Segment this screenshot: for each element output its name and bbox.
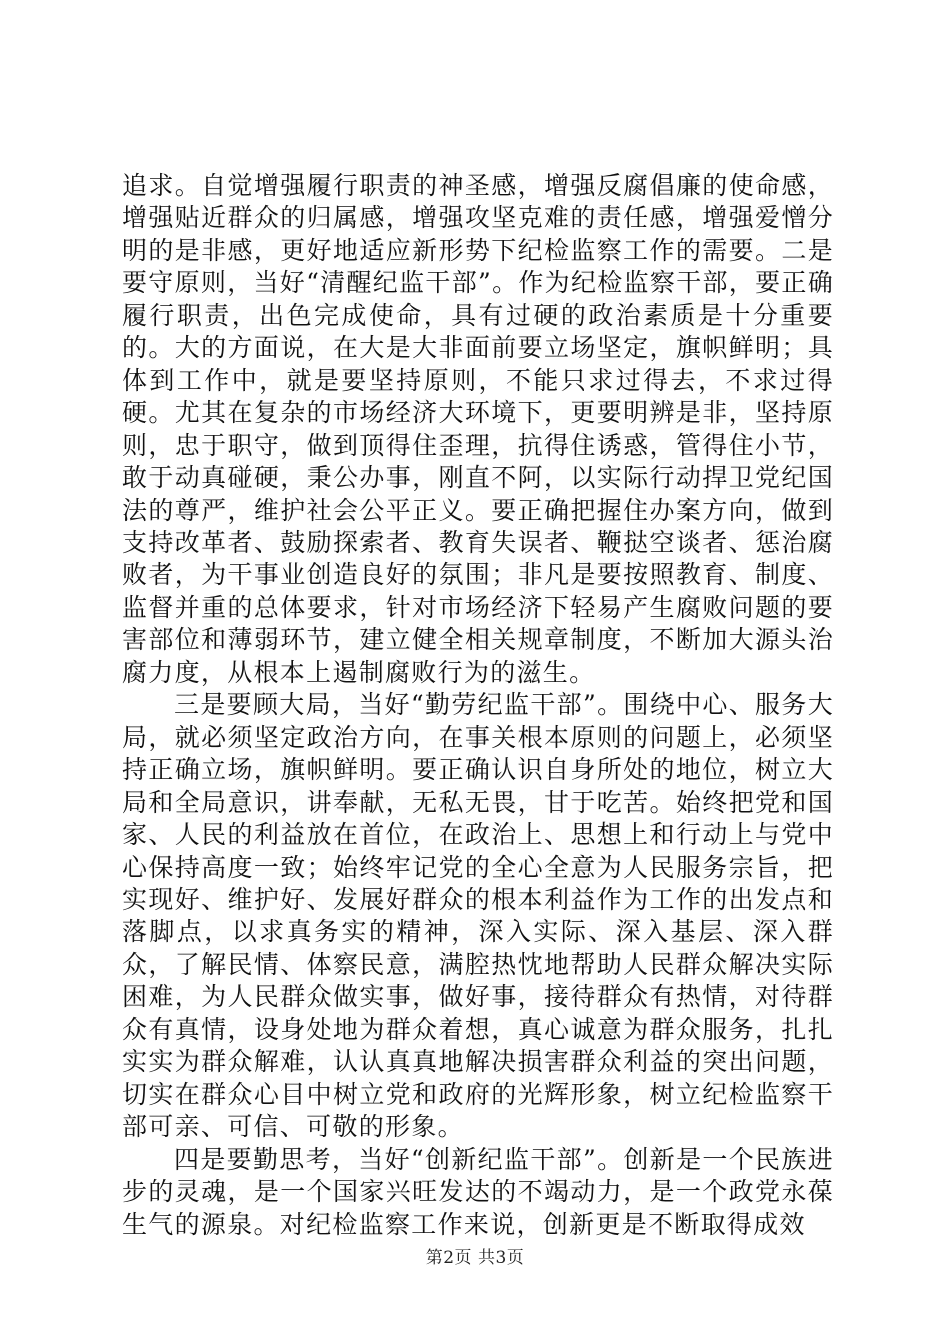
paragraph-2: 三是要顾大局，当好“勤劳纪监干部”。围绕中心、服务大局，就必须坚定政治方向，在事关根本原则的问题上，必须坚持正确立场，旗帜鲜明。要正确认识自身所处的地位，树立大局和全局意识，讲奉献，无私无畏，甘于吃苦。始终把党和国家、人民的利益放在首位，在政治上、思想上和行动上与党中心保持高度一致；始终牢记党的全心全意为人民服务宗旨，把实现好、维护好、发展好群众的根本利益作为工作的出发点和落脚点，以求真务实的精神，深入实际、深入基层、深入群众，了解民情、体察民意，满腔热忱地帮助人民群众解决实际困难，为人民群众做实事，做好事，接待群众有热情，对待群众有真情，设身处地为群众着想，真心诚意为群众服务，扎扎实实为群众解难，认认真真地解决损害群众利益的突出问题，切实在群众心目中树立党和政府的光辉形象，树立纪检监察干部可亲、可信、可敬的形象。	[122, 690, 834, 1142]
page-number-footer: 第2页 共3页	[425, 1248, 525, 1268]
document-body	[122, 170, 834, 1241]
paragraph-1: 追求。自觉增强履行职责的神圣感，增强反腐倡廉的使命感，增强贴近群众的归属感，增强攻坚克难的责任感，增强爱憎分明的是非感，更好地适应新形势下纪检监察工作的需要。二是要守原则，当好“清醒纪监干部”。作为纪检监察干部，要正确履行职责，出色完成使命，具有过硬的政治素质是十分重要的。大的方面说，在大是大非面前要立场坚定，旗帜鲜明；具体到工作中，就是要坚持原则，不能只求过得去，不求过得硬。尤其在复杂的市场经济大环境下，更要明辨是非，坚持原则，忠于职守，做到顶得住歪理，抗得住诱惑，管得住小节，敢于动真碰硬，秉公办事，刚直不阿，以实际行动捍卫党纪国法的尊严，维护社会公平正义。要正确把握住办案方向，做到支持改革者、鼓励探索者、教育失误者、鞭挞空谈者、惩治腐败者，为干事业创造良好的氛围；非凡是要按照教育、制度、监督并重的总体要求，针对市场经济下轻易产生腐败问题的要害部位和薄弱环节，建立健全相关规章制度，不断加大源头治腐力度，从根本上遏制腐败行为的滋生。	[122, 171, 834, 687]
paragraph-3: 四是要勤思考，当好“创新纪监干部”。创新是一个民族进步的灵魂，是一个国家兴旺发达的不竭动力，是一个政党永葆生气的源泉。对纪检监察工作来说，创新更是不断取得成效	[122, 1144, 834, 1239]
